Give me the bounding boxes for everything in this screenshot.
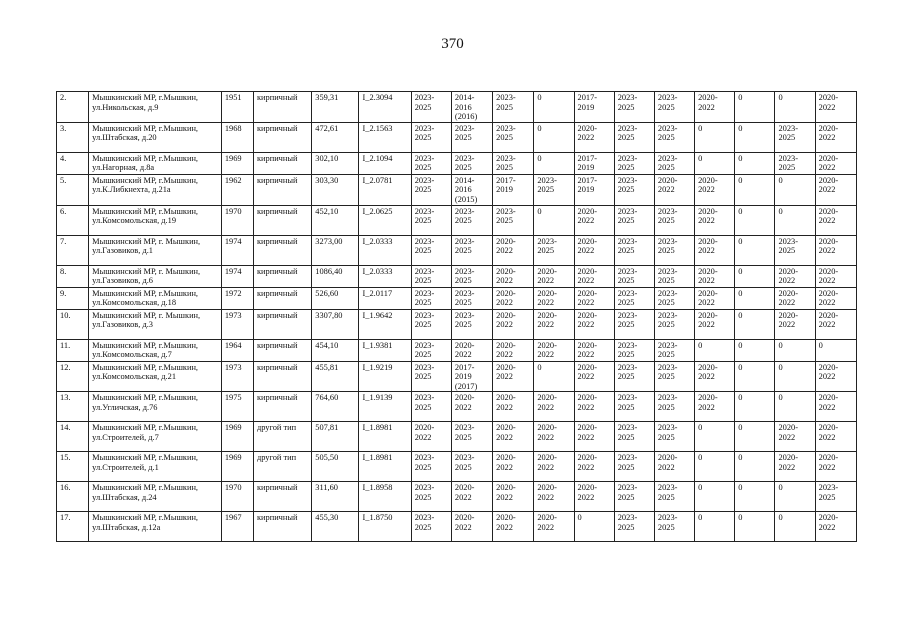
table-cell: 2023-2025 <box>614 452 654 482</box>
table-cell: I_2.0333 <box>359 235 411 265</box>
table-cell: 2023-2025 <box>451 287 492 309</box>
table-cell: 2023-2025 <box>654 205 694 235</box>
table-cell: 2023-2025 <box>614 309 654 339</box>
table-cell: 2023-2025 <box>654 392 694 422</box>
table-cell: 2020-2022 <box>493 235 534 265</box>
table-cell: кирпичный <box>253 152 311 174</box>
table-cell: 2020-2022 <box>815 265 856 287</box>
table-cell: 2020-2022 <box>534 512 574 542</box>
table-cell: 2023-2025 <box>411 482 451 512</box>
table-cell: Мышкинский МР, г.Мышкин, ул.Нагорная, д.8а <box>89 152 222 174</box>
table-cell: 0 <box>534 122 574 152</box>
table-cell: кирпичный <box>253 512 311 542</box>
table-cell: 2020-2022 <box>815 361 856 392</box>
table-cell: 2020-2022 <box>815 174 856 205</box>
table-cell: 2020-2022 <box>451 482 492 512</box>
table-cell: 2023-2025 <box>654 92 694 123</box>
table-cell: 2023-2025 <box>411 265 451 287</box>
table-cell: 2020-2022 <box>815 422 856 452</box>
table-cell: 4. <box>57 152 89 174</box>
table-cell: Мышкинский МР, г. Мышкин, ул.Газовиков, д.6 <box>89 265 222 287</box>
table-cell: 0 <box>775 339 815 361</box>
table-cell: 2020-2022 <box>411 422 451 452</box>
table-cell: 2023-2025 <box>534 235 574 265</box>
table-cell: 2020-2022 <box>574 205 614 235</box>
table-cell: 2017-2019 <box>493 174 534 205</box>
table-row <box>57 92 857 123</box>
table-cell: 2020-2022 <box>695 392 735 422</box>
table-cell: кирпичный <box>253 287 311 309</box>
table-cell: 2020-2022 <box>815 287 856 309</box>
table-cell: 303,30 <box>312 174 359 205</box>
table-cell: I_2.0625 <box>359 205 411 235</box>
table-cell: 2020-2022 <box>695 287 735 309</box>
table-cell: 8. <box>57 265 89 287</box>
table-cell: 2020-2022 <box>775 287 815 309</box>
table-cell: 764,60 <box>312 392 359 422</box>
table-cell: 6. <box>57 205 89 235</box>
table-cell: 0 <box>735 235 775 265</box>
table-body <box>57 92 857 542</box>
table-cell: 2023-2025 <box>411 122 451 152</box>
table-cell: 16. <box>57 482 89 512</box>
table-cell: 10. <box>57 309 89 339</box>
table-cell: 9. <box>57 287 89 309</box>
table-cell: 2023-2025 <box>654 422 694 452</box>
table-cell: 2023-2025 <box>614 92 654 123</box>
table-row <box>57 512 857 542</box>
table-cell: 2020-2022 <box>493 309 534 339</box>
table-cell: 2023-2025 <box>451 152 492 174</box>
table-cell: 0 <box>695 339 735 361</box>
table-cell: 2020-2022 <box>493 512 534 542</box>
table-cell: кирпичный <box>253 309 311 339</box>
table-cell: 0 <box>735 287 775 309</box>
table-cell: 302,10 <box>312 152 359 174</box>
table-cell: Мышкинский МР, г.Мышкин, ул.Никольская, д.9 <box>89 92 222 123</box>
table-cell: Мышкинский МР, г.Мышкин, ул.Строителей, д.7 <box>89 422 222 452</box>
table-cell: 0 <box>534 92 574 123</box>
table-cell: 2020-2022 <box>654 452 694 482</box>
table-cell: 2023-2025 <box>614 422 654 452</box>
table-cell: 0 <box>735 309 775 339</box>
table-cell: 2020-2022 <box>534 265 574 287</box>
table-cell: I_2.0333 <box>359 265 411 287</box>
table-cell: 2023-2025 <box>654 309 694 339</box>
table-row <box>57 392 857 422</box>
table-row <box>57 287 857 309</box>
table-cell: 2020-2022 <box>815 205 856 235</box>
table-cell: 2023-2025 <box>534 174 574 205</box>
table-cell: 2023-2025 <box>614 265 654 287</box>
table-cell: кирпичный <box>253 265 311 287</box>
table-cell: 1970 <box>221 482 253 512</box>
table-cell: 3273,00 <box>312 235 359 265</box>
table-cell: I_1.8958 <box>359 482 411 512</box>
table-cell: 2020-2022 <box>451 512 492 542</box>
table-cell: 2020-2022 <box>493 339 534 361</box>
table-cell: 2023-2025 <box>614 339 654 361</box>
table-row <box>57 152 857 174</box>
table-cell: 2023-2025 <box>493 205 534 235</box>
table-cell: 2020-2022 <box>695 309 735 339</box>
table-cell: 1964 <box>221 339 253 361</box>
table-cell: 0 <box>735 122 775 152</box>
table-cell: кирпичный <box>253 205 311 235</box>
table-cell: 2020-2022 <box>815 309 856 339</box>
table-cell: 2023-2025 <box>614 361 654 392</box>
table-cell: 454,10 <box>312 339 359 361</box>
table-cell: 2020-2022 <box>695 92 735 123</box>
table-cell: Мышкинский МР, г.Мышкин, ул.Комсомольская, д.21 <box>89 361 222 392</box>
table-cell: Мышкинский МР, г.Мышкин, ул.Штабская, д.20 <box>89 122 222 152</box>
table-cell: 0 <box>735 174 775 205</box>
table-cell: 2020-2022 <box>534 339 574 361</box>
table-cell: 2023-2025 <box>614 235 654 265</box>
table-cell: 0 <box>735 152 775 174</box>
table-cell: 2020-2022 <box>574 122 614 152</box>
table-cell: 12. <box>57 361 89 392</box>
table-row <box>57 265 857 287</box>
table-cell: 2023-2025 <box>614 392 654 422</box>
table-cell: I_1.9219 <box>359 361 411 392</box>
table-cell: Мышкинский МР, г.Мышкин, ул.Комсомольская, д.18 <box>89 287 222 309</box>
table-cell: 2020-2022 <box>574 287 614 309</box>
table-cell: 0 <box>735 512 775 542</box>
table-cell: 2023-2025 <box>411 152 451 174</box>
table-cell: 2020-2022 <box>815 152 856 174</box>
table-cell: 2020-2022 <box>775 309 815 339</box>
table-cell: 1967 <box>221 512 253 542</box>
table-cell: 1962 <box>221 174 253 205</box>
table-cell: I_2.3094 <box>359 92 411 123</box>
table-cell: 2023-2025 <box>654 287 694 309</box>
table-cell: 2023-2025 <box>654 235 694 265</box>
table-cell: 2023-2025 <box>493 122 534 152</box>
table-cell: 2020-2022 <box>534 422 574 452</box>
table-cell: 2023-2025 <box>614 512 654 542</box>
table-cell: кирпичный <box>253 92 311 123</box>
table-cell: 1969 <box>221 452 253 482</box>
table-cell: 2020-2022 <box>695 174 735 205</box>
table-cell: I_2.1094 <box>359 152 411 174</box>
table-cell: 2020-2022 <box>493 482 534 512</box>
table-cell: 455,81 <box>312 361 359 392</box>
table-cell: Мышкинский МР, г. Мышкин, ул.Газовиков, д.1 <box>89 235 222 265</box>
table-cell: 1975 <box>221 392 253 422</box>
table-cell: 2020-2022 <box>574 235 614 265</box>
table-cell: I_2.1563 <box>359 122 411 152</box>
table-cell: 1974 <box>221 235 253 265</box>
table-cell: 0 <box>534 152 574 174</box>
table-cell: 1972 <box>221 287 253 309</box>
table-cell: 2020-2022 <box>493 392 534 422</box>
table-cell: кирпичный <box>253 122 311 152</box>
table-cell: кирпичный <box>253 361 311 392</box>
table-cell: 507,81 <box>312 422 359 452</box>
table-cell: I_1.9381 <box>359 339 411 361</box>
table-row <box>57 309 857 339</box>
table-cell: 2023-2025 <box>411 392 451 422</box>
table-cell: 0 <box>695 512 735 542</box>
table-cell: I_2.0781 <box>359 174 411 205</box>
table-cell: 3. <box>57 122 89 152</box>
table-cell: 2020-2022 <box>493 287 534 309</box>
table-cell: 1974 <box>221 265 253 287</box>
table-cell: 2020-2022 <box>574 309 614 339</box>
table-cell: 0 <box>695 422 735 452</box>
table-cell: 1951 <box>221 92 253 123</box>
table-cell: 505,50 <box>312 452 359 482</box>
table-cell: Мышкинский МР, г.Мышкин, ул.Штабская, д.12а <box>89 512 222 542</box>
table-cell: 0 <box>735 92 775 123</box>
table-cell: 311,60 <box>312 482 359 512</box>
table-row <box>57 339 857 361</box>
table-cell: 2. <box>57 92 89 123</box>
table-cell: 1969 <box>221 152 253 174</box>
table-cell: 2020-2022 <box>534 287 574 309</box>
table-cell: 2020-2022 <box>534 482 574 512</box>
table-cell: 2020-2022 <box>695 265 735 287</box>
table-cell: 0 <box>574 512 614 542</box>
table-cell: 452,10 <box>312 205 359 235</box>
table-cell: 1970 <box>221 205 253 235</box>
table-cell: 2020-2022 <box>574 452 614 482</box>
table-cell: 2020-2022 <box>654 174 694 205</box>
table-cell: 2023-2025 <box>493 92 534 123</box>
table-cell: 2020-2022 <box>775 265 815 287</box>
table-cell: 2020-2022 <box>493 361 534 392</box>
table-cell: 0 <box>775 174 815 205</box>
table-cell: кирпичный <box>253 392 311 422</box>
table-cell: 2023-2025 <box>614 205 654 235</box>
table-cell: Мышкинский МР, г.Мышкин, ул.Комсомольская, д.7 <box>89 339 222 361</box>
table-row <box>57 205 857 235</box>
table-cell: 2023-2025 <box>614 122 654 152</box>
table-cell: 0 <box>775 361 815 392</box>
table-cell: Мышкинский МР, г.Мышкин, ул.Строителей, д.1 <box>89 452 222 482</box>
table-cell: 2023-2025 <box>451 422 492 452</box>
table-cell: I_1.8981 <box>359 422 411 452</box>
table-cell: 0 <box>775 92 815 123</box>
table-cell: 2023-2025 <box>614 152 654 174</box>
table-cell: 0 <box>735 361 775 392</box>
table-cell: 5. <box>57 174 89 205</box>
table-cell: Мышкинский МР, г.Мышкин, ул.К.Либкнехта, д.21а <box>89 174 222 205</box>
table-cell: Мышкинский МР, г.Мышкин, ул.Комсомольская, д.19 <box>89 205 222 235</box>
table-cell: 2020-2022 <box>815 452 856 482</box>
table-cell: 2023-2025 <box>411 452 451 482</box>
table-cell: I_1.9139 <box>359 392 411 422</box>
table-cell: 11. <box>57 339 89 361</box>
table-cell: 2023-2025 <box>614 287 654 309</box>
table-cell: 2020-2022 <box>815 392 856 422</box>
table-cell: 2020-2022 <box>815 512 856 542</box>
table-cell: 2023-2025 <box>775 235 815 265</box>
table-cell: кирпичный <box>253 235 311 265</box>
table-row <box>57 422 857 452</box>
table-row <box>57 235 857 265</box>
table-cell: 2017-2019 <box>574 92 614 123</box>
table-cell: другой тип <box>253 452 311 482</box>
table-cell: 2023-2025 <box>451 205 492 235</box>
table-cell: 3307,80 <box>312 309 359 339</box>
table-row <box>57 452 857 482</box>
table-cell: 0 <box>775 482 815 512</box>
table-cell: 1973 <box>221 361 253 392</box>
table-cell: I_1.8981 <box>359 452 411 482</box>
table-cell: 0 <box>775 392 815 422</box>
table-cell: 0 <box>735 339 775 361</box>
table-cell: 2023-2025 <box>654 339 694 361</box>
table-cell: 2023-2025 <box>411 205 451 235</box>
table-cell: 0 <box>775 512 815 542</box>
table-cell: 2020-2022 <box>574 339 614 361</box>
table-cell: 0 <box>534 361 574 392</box>
table-cell: 2020-2022 <box>534 392 574 422</box>
table-cell: 2023-2025 <box>451 122 492 152</box>
table-cell: 2023-2025 <box>451 265 492 287</box>
table-cell: Мышкинский МР, г.Мышкин, ул.Угличская, д.76 <box>89 392 222 422</box>
table-cell: 2020-2022 <box>493 422 534 452</box>
table-cell: 17. <box>57 512 89 542</box>
table-cell: I_1.9642 <box>359 309 411 339</box>
table-cell: 2014-2016 (2015) <box>451 174 492 205</box>
table-cell: 2020-2022 <box>815 235 856 265</box>
table-cell: 2020-2022 <box>695 205 735 235</box>
table-cell: 2020-2022 <box>574 392 614 422</box>
table-cell: 526,60 <box>312 287 359 309</box>
table-cell: 1968 <box>221 122 253 152</box>
table-cell: 2017-2019 <box>574 152 614 174</box>
table-cell: 1086,40 <box>312 265 359 287</box>
table-cell: 2023-2025 <box>775 152 815 174</box>
table-cell: 2020-2022 <box>775 422 815 452</box>
table-cell: 0 <box>735 482 775 512</box>
table-row <box>57 174 857 205</box>
table-cell: 2020-2022 <box>574 265 614 287</box>
table-cell: 0 <box>735 422 775 452</box>
table-cell: 13. <box>57 392 89 422</box>
table-cell: 7. <box>57 235 89 265</box>
table-cell: 2023-2025 <box>411 235 451 265</box>
table-cell: 2023-2025 <box>411 309 451 339</box>
table-cell: 0 <box>775 205 815 235</box>
table-cell: 2023-2025 <box>451 452 492 482</box>
table-cell: 359,31 <box>312 92 359 123</box>
table-cell: другой тип <box>253 422 311 452</box>
table-cell: 0 <box>534 205 574 235</box>
table-cell: 2023-2025 <box>411 361 451 392</box>
table-cell: I_2.0117 <box>359 287 411 309</box>
table-cell: 2020-2022 <box>695 235 735 265</box>
table-row <box>57 482 857 512</box>
table-cell: 2023-2025 <box>654 361 694 392</box>
table-cell: 0 <box>695 482 735 512</box>
table-cell: 2017-2019 (2017) <box>451 361 492 392</box>
table-row <box>57 122 857 152</box>
table-cell: 2023-2025 <box>654 122 694 152</box>
table-cell: Мышкинский МР, г. Мышкин, ул.Газовиков, д.3 <box>89 309 222 339</box>
table-cell: 2023-2025 <box>654 512 694 542</box>
table-row <box>57 361 857 392</box>
table-cell: 0 <box>695 122 735 152</box>
table-cell: кирпичный <box>253 339 311 361</box>
table-cell: 15. <box>57 452 89 482</box>
table-cell: 2023-2025 <box>614 174 654 205</box>
table-cell: I_1.8750 <box>359 512 411 542</box>
table-cell: 2023-2025 <box>411 174 451 205</box>
table-cell: 14. <box>57 422 89 452</box>
table-cell: 1969 <box>221 422 253 452</box>
table-cell: 2023-2025 <box>411 287 451 309</box>
table-cell: 2023-2025 <box>654 265 694 287</box>
table-cell: 2017-2019 <box>574 174 614 205</box>
table-cell: 2023-2025 <box>815 482 856 512</box>
table-cell: 2023-2025 <box>411 92 451 123</box>
table-cell: 2014-2016 (2016) <box>451 92 492 123</box>
table-cell: 2020-2022 <box>451 339 492 361</box>
table-cell: 2020-2022 <box>574 482 614 512</box>
table-cell: 2023-2025 <box>654 482 694 512</box>
table-cell: 2020-2022 <box>493 265 534 287</box>
table-cell: 2020-2022 <box>775 452 815 482</box>
table-cell: 2023-2025 <box>493 152 534 174</box>
table-cell: 2020-2022 <box>574 361 614 392</box>
housing-registry-table <box>56 91 857 542</box>
table-cell: 1973 <box>221 309 253 339</box>
table-cell: 2023-2025 <box>614 482 654 512</box>
table-cell: 0 <box>735 392 775 422</box>
table-cell: 2020-2022 <box>815 92 856 123</box>
table-cell: 0 <box>695 452 735 482</box>
table-cell: 0 <box>735 265 775 287</box>
table-cell: Мышкинский МР, г.Мышкин, ул.Штабская, д.24 <box>89 482 222 512</box>
table-cell: кирпичный <box>253 174 311 205</box>
table-cell: 2023-2025 <box>411 512 451 542</box>
table-cell: 2023-2025 <box>654 152 694 174</box>
table-cell: 2023-2025 <box>451 235 492 265</box>
table-cell: кирпичный <box>253 482 311 512</box>
table-cell: 2020-2022 <box>815 122 856 152</box>
table-cell: 2020-2022 <box>451 392 492 422</box>
table-cell: 2020-2022 <box>493 452 534 482</box>
table-cell: 2020-2022 <box>574 422 614 452</box>
table-cell: 2020-2022 <box>534 452 574 482</box>
page-number: 370 <box>441 36 464 52</box>
table-cell: 0 <box>815 339 856 361</box>
table-cell: 2023-2025 <box>411 339 451 361</box>
table-cell: 0 <box>695 152 735 174</box>
table-cell: 2020-2022 <box>534 309 574 339</box>
table-cell: 2023-2025 <box>451 309 492 339</box>
table-cell: 0 <box>735 205 775 235</box>
table-cell: 0 <box>735 452 775 482</box>
table-cell: 472,61 <box>312 122 359 152</box>
table-cell: 2023-2025 <box>775 122 815 152</box>
table-cell: 2020-2022 <box>695 361 735 392</box>
table-cell: 455,30 <box>312 512 359 542</box>
